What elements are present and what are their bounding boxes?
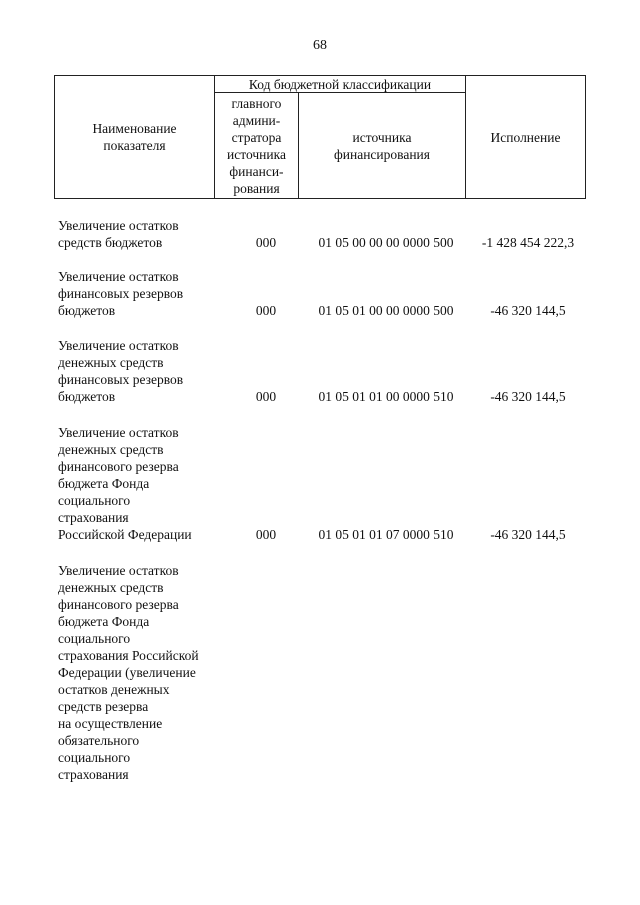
indicator-name-line: страхования: [58, 510, 129, 525]
indicator-name-line: социального: [58, 493, 131, 508]
indicator-name: [58, 268, 228, 319]
header-name-column: Наименование показателя: [92, 121, 177, 153]
indicator-name-line: бюджета Фонда: [58, 476, 150, 491]
indicator-name-line: страхования: [58, 767, 129, 782]
header-source-line: источника: [352, 129, 412, 145]
indicator-name-line: Увеличение остатков: [58, 563, 179, 578]
indicator-name-line: бюджетов: [58, 303, 116, 318]
indicator-name-line: социального: [58, 750, 131, 765]
header-bottom-border: [54, 198, 586, 199]
header-code-group: Код бюджетной классификации: [248, 76, 432, 92]
indicator-name-line: остатков денежных: [58, 682, 170, 697]
source-code: 01 05 00 00 00 0000 500: [318, 235, 454, 250]
header-admin-line: стратора: [231, 129, 282, 145]
header-right-border: [585, 75, 586, 199]
indicator-name-line: на осуществление: [58, 716, 163, 731]
indicator-name: [58, 337, 228, 405]
indicator-name-line: Увеличение остатков: [58, 218, 179, 233]
page-number: 68: [313, 38, 327, 53]
header-admin-line: источника: [227, 146, 286, 162]
execution-value: -46 320 144,5: [490, 389, 566, 404]
indicator-name-line: денежных средств: [58, 580, 164, 595]
execution-value: -1 428 454 222,3: [481, 235, 575, 250]
indicator-name-line: Российской Федерации: [58, 527, 192, 542]
execution-value: -46 320 144,5: [490, 303, 566, 318]
indicator-name-line: средств бюджетов: [58, 235, 163, 250]
indicator-name-line: Увеличение остатков: [58, 269, 179, 284]
source-code: 01 05 01 01 07 0000 510: [318, 527, 454, 542]
indicator-name-line: финансового резерва: [58, 459, 179, 474]
source-code: 01 05 01 01 00 0000 510: [318, 389, 454, 404]
indicator-name-line: финансовых резервов: [58, 286, 184, 301]
indicator-name-line: Увеличение остатков: [58, 425, 179, 440]
header-admin-line: главного: [231, 95, 282, 111]
header-execution-column: Исполнение: [490, 129, 561, 145]
indicator-name-line: бюджета Фонда: [58, 614, 150, 629]
header-admin-line: финанси-: [229, 163, 284, 179]
indicator-name: [58, 562, 228, 783]
header-admin-line: админи-: [232, 112, 281, 128]
admin-code: 000: [255, 235, 277, 250]
header-admin-line: рования: [233, 180, 280, 196]
admin-code: 000: [255, 527, 277, 542]
execution-value: -46 320 144,5: [490, 527, 566, 542]
header-admin-column: [215, 93, 298, 198]
indicator-name-line: средств резерва: [58, 699, 149, 714]
indicator-name-line: денежных средств: [58, 442, 164, 457]
header-source-line: финансирования: [334, 146, 430, 162]
indicator-name-line: Федерации (увеличение: [58, 665, 196, 680]
source-code: 01 05 01 00 00 0000 500: [318, 303, 454, 318]
indicator-name-line: денежных средств: [58, 355, 164, 370]
admin-code: 000: [255, 389, 277, 404]
table-header: [54, 75, 586, 199]
indicator-name-line: социального: [58, 631, 131, 646]
indicator-name-line: обязательного: [58, 733, 140, 748]
indicator-name: [58, 424, 228, 543]
indicator-name: [58, 217, 228, 251]
indicator-name-line: финансовых резервов: [58, 372, 184, 387]
indicator-name-line: бюджетов: [58, 389, 116, 404]
admin-code: 000: [255, 303, 277, 318]
indicator-name-line: страхования Российской: [58, 648, 199, 663]
indicator-name-line: Увеличение остатков: [58, 338, 179, 353]
indicator-name-line: финансового резерва: [58, 597, 179, 612]
header-source-column: [299, 93, 465, 198]
